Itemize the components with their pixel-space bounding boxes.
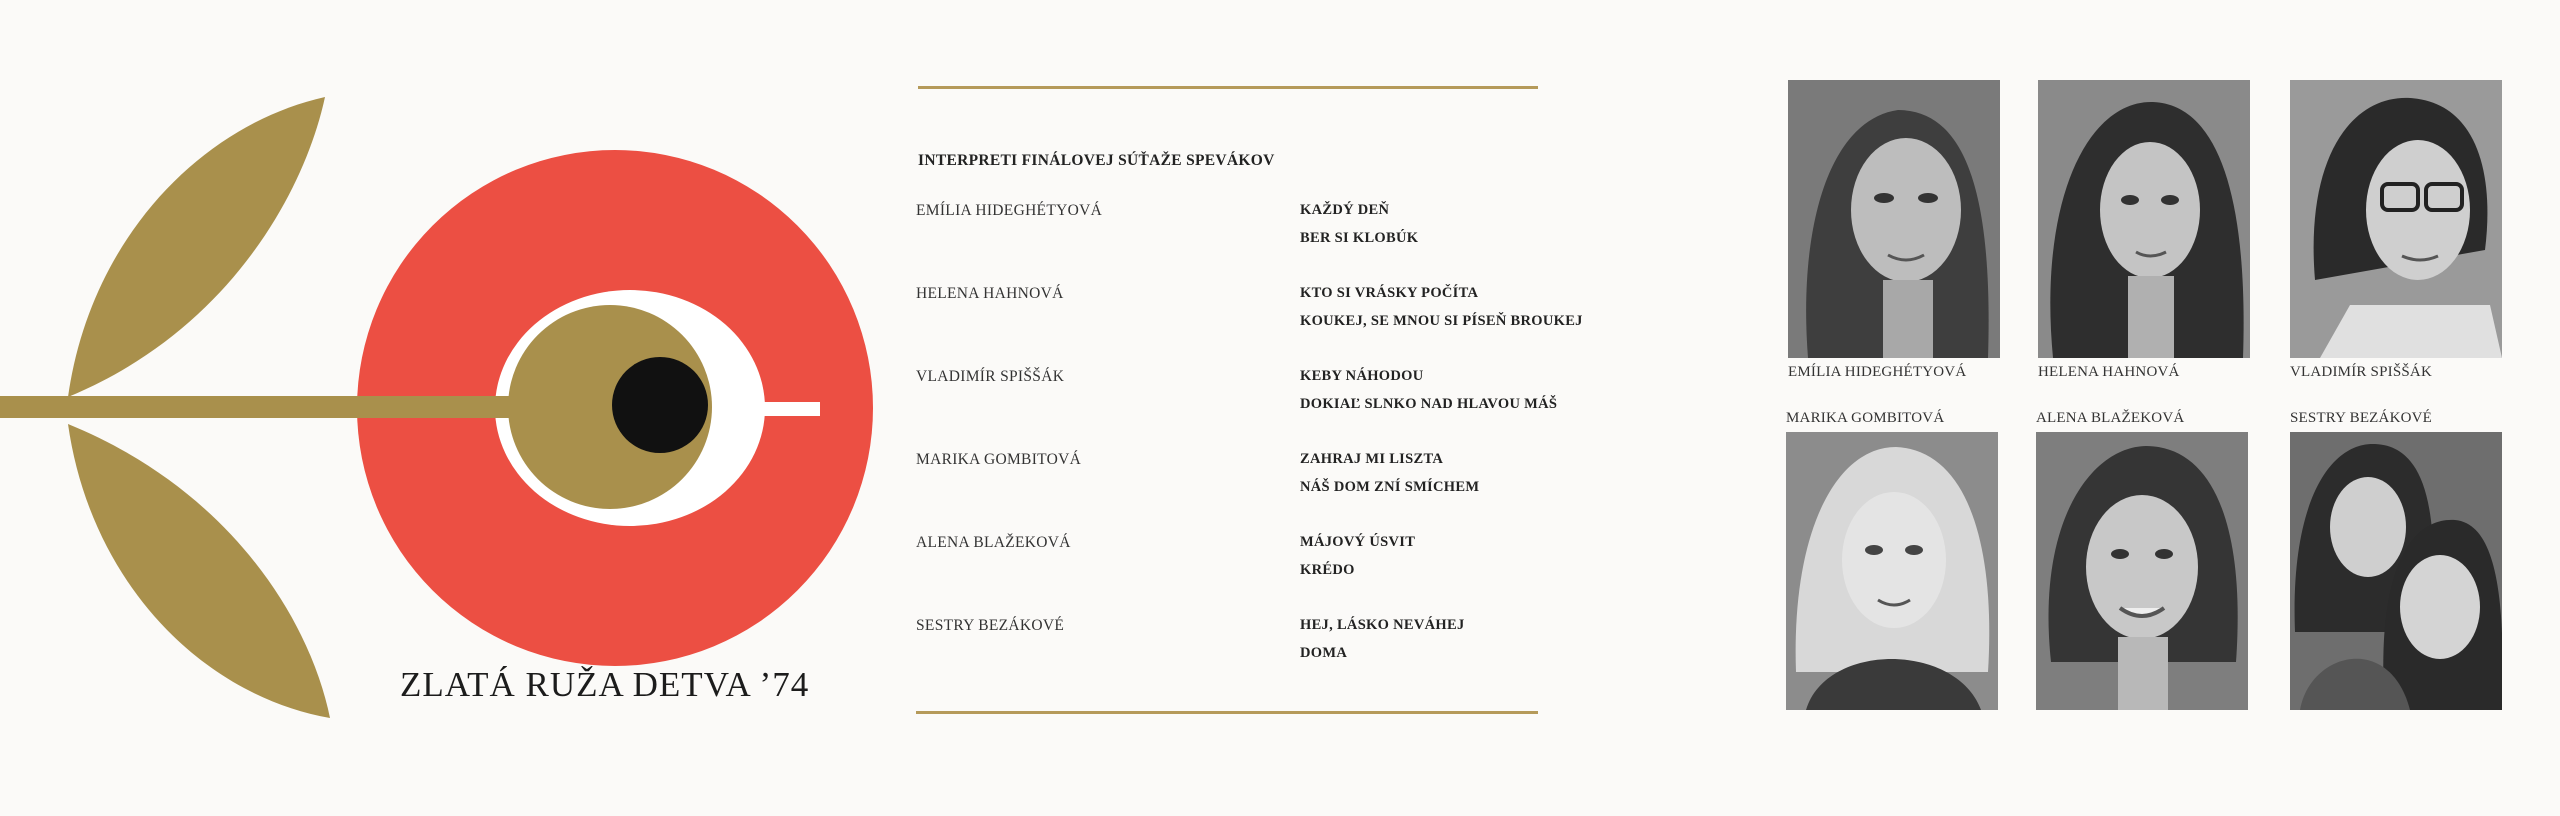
logo-title: ZLATÁ RUŽA DETVA ’74 bbox=[400, 665, 810, 704]
performer-row bbox=[916, 615, 1596, 675]
upper-leaf bbox=[68, 97, 325, 397]
portrait-caption: EMÍLIA HIDEGHÉTYOVÁ bbox=[1788, 364, 1967, 380]
top-rule bbox=[918, 86, 1538, 89]
portrait-photo bbox=[1786, 432, 1998, 710]
song-title: NÁŠ DOM ZNÍ SMÍCHEM bbox=[1300, 479, 1480, 495]
portrait-card bbox=[2036, 408, 2248, 710]
song-title: BER SI KLOBÚK bbox=[1300, 230, 1419, 246]
white-notch bbox=[760, 402, 820, 416]
portrait-caption: ALENA BLAŽEKOVÁ bbox=[2036, 410, 2185, 426]
portrait-caption: SESTRY BEZÁKOVÉ bbox=[2290, 410, 2433, 426]
song-title: ZAHRAJ MI LISZTA bbox=[1300, 451, 1444, 467]
song-title: HEJ, LÁSKO NEVÁHEJ bbox=[1300, 617, 1465, 633]
song-title: KEBY NÁHODOU bbox=[1300, 368, 1424, 384]
portrait-photo bbox=[2038, 80, 2250, 358]
performer-name: VLADIMÍR SPIŠŠÁK bbox=[916, 368, 1065, 385]
song-title: DOKIAĽ SLNKO NAD HLAVOU MÁŠ bbox=[1300, 396, 1558, 412]
performer-row bbox=[916, 283, 1596, 343]
performer-name: HELENA HAHNOVÁ bbox=[916, 285, 1064, 302]
performer-row bbox=[916, 366, 1596, 426]
song-title: DOMA bbox=[1300, 645, 1348, 661]
portrait-photo bbox=[2036, 432, 2248, 710]
lower-leaf bbox=[68, 424, 330, 718]
performer-name: ALENA BLAŽEKOVÁ bbox=[916, 534, 1071, 551]
photo-panel bbox=[1660, 0, 2560, 816]
tracklist-heading: INTERPRETI FINÁLOVEJ SÚŤAŽE SPEVÁKOV bbox=[918, 152, 1275, 169]
gold-stem bbox=[0, 396, 530, 418]
portrait-caption: HELENA HAHNOVÁ bbox=[2038, 364, 2180, 380]
black-pupil bbox=[612, 357, 708, 453]
portrait-card bbox=[2038, 80, 2250, 382]
portrait-photo bbox=[1788, 80, 2000, 358]
song-title: MÁJOVÝ ÚSVIT bbox=[1300, 534, 1416, 550]
portrait-caption: VLADIMÍR SPIŠŠÁK bbox=[2290, 364, 2432, 380]
portrait-caption: MARIKA GOMBITOVÁ bbox=[1786, 410, 1945, 426]
portrait-card bbox=[2290, 80, 2502, 382]
song-title: KAŽDÝ DEŇ bbox=[1300, 202, 1390, 218]
song-title: KOUKEJ, SE MNOU SI PÍSEŇ BROUKEJ bbox=[1300, 313, 1583, 329]
portrait-card bbox=[2290, 408, 2502, 710]
portrait-photo bbox=[2290, 432, 2502, 710]
performer-row bbox=[916, 532, 1596, 592]
performer-name: MARIKA GOMBITOVÁ bbox=[916, 451, 1082, 468]
song-title: KTO SI VRÁSKY POČÍTA bbox=[1300, 285, 1479, 301]
portrait-photo bbox=[2290, 80, 2502, 358]
bottom-rule bbox=[916, 711, 1538, 714]
portrait-card bbox=[1786, 408, 1998, 710]
performer-name: EMÍLIA HIDEGHÉTYOVÁ bbox=[916, 202, 1103, 219]
performer-row bbox=[916, 200, 1596, 260]
tracklist-panel bbox=[900, 0, 1660, 816]
performer-name: SESTRY BEZÁKOVÉ bbox=[916, 617, 1065, 634]
portrait-card bbox=[1788, 80, 2000, 382]
logo-panel bbox=[0, 0, 900, 816]
song-title: KRÉDO bbox=[1300, 562, 1355, 578]
performer-row bbox=[916, 449, 1596, 509]
